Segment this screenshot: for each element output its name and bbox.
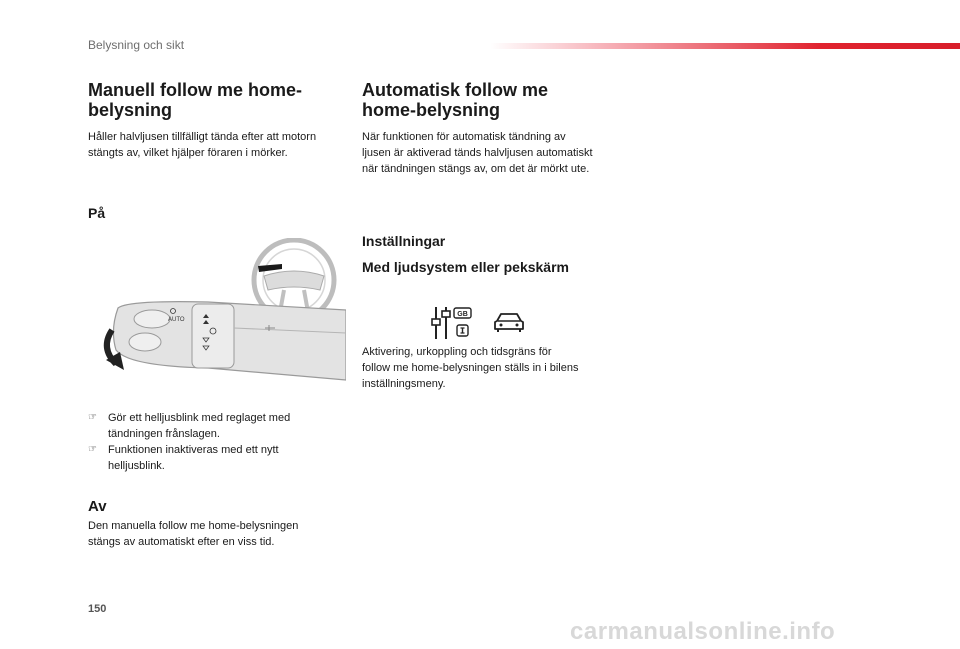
watermark: carmanualsonline.info [570, 618, 836, 645]
off-line2: stängs av automatiskt efter en viss tid. [88, 536, 275, 548]
auto-title-line1: Automatisk follow me [362, 80, 549, 100]
stalk-label-auto: AUTO [168, 317, 185, 323]
page-number: 150 [88, 603, 107, 615]
bullet-item [88, 410, 338, 442]
manual-intro-text [88, 129, 358, 161]
light-stalk-icon [113, 302, 346, 380]
gb-label: GB [457, 311, 468, 318]
bullet-pointer-icon: ☞ [88, 444, 97, 455]
manual-follow-me-title [88, 80, 302, 120]
manual-title-line2: belysning [88, 100, 173, 120]
auto-intro-line2: ljusen är aktiverad tänds halvljusen automatiskt [362, 147, 593, 159]
bullet-2-line2: helljusblink. [108, 460, 165, 472]
on-heading: På [88, 205, 106, 221]
manual-title-line1: Manuell follow me home- [88, 80, 303, 100]
automatic-follow-me-title [362, 80, 548, 120]
auto-intro-line3: när tändningen stängs av, om det är mörkt ute. [362, 163, 590, 175]
bullet-pointer-icon: ☞ [88, 412, 97, 423]
settings-line1: Aktivering, urkoppling och tidsgräns för [362, 346, 552, 358]
settings-line3: inställningsmeny. [362, 378, 446, 390]
bullet-2-line1: Funktionen inaktiveras med ett nytt [108, 444, 279, 456]
settings-sliders-icon [430, 305, 474, 341]
system-heading: Med ljudsystem eller pekskärm [362, 259, 569, 275]
auto-intro-text [362, 129, 642, 177]
auto-intro-line1: När funktionen för automatisk tändning av [362, 131, 566, 143]
settings-text [362, 344, 642, 392]
car-icon [493, 311, 525, 333]
bullet-item [88, 442, 338, 474]
off-heading: Av [88, 498, 107, 515]
header-section-title: Belysning och sikt [88, 38, 185, 52]
bullet-1-line2: tändningen frånslagen. [108, 428, 220, 440]
header-accent-bar [490, 43, 960, 49]
settings-heading: Inställningar [362, 233, 446, 249]
off-text [88, 518, 348, 550]
manual-intro-line1: Håller halvljusen tillfälligt tända efter att motorn [88, 131, 317, 143]
manual-intro-line2: stängts av, vilket hjälper föraren i mörker. [88, 147, 288, 159]
light-stalk-illustration [88, 238, 346, 388]
settings-line2: follow me home-belysningen ställs in i bilens [362, 362, 579, 374]
off-line1: Den manuella follow me home-belysningen [88, 520, 299, 532]
auto-title-line2: home-belysning [362, 100, 501, 120]
instruction-bullet-list [88, 410, 338, 474]
bullet-1-line1: Gör ett helljusblink med reglaget med [108, 412, 291, 424]
